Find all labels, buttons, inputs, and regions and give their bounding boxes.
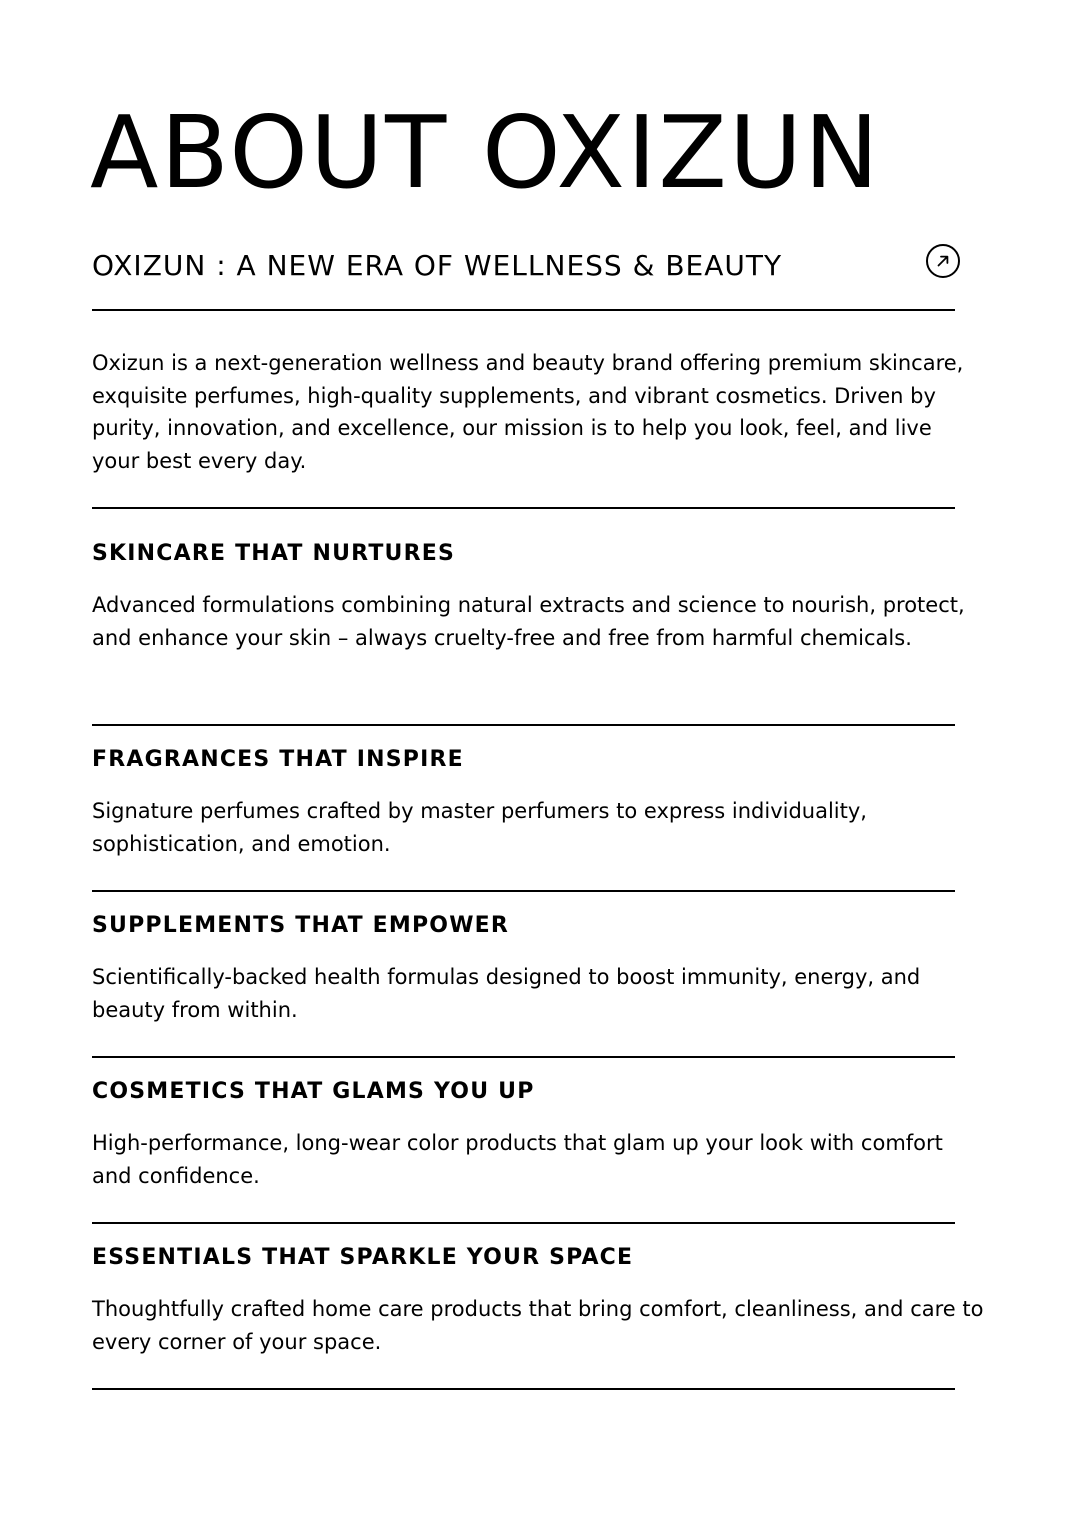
divider xyxy=(92,1056,955,1058)
divider xyxy=(92,309,955,311)
section-body-essentials: Thoughtfully crafted home care products that bring comfort, cleanliness, and care to every corner of your space. xyxy=(92,1297,984,1354)
arrow-up-right-icon xyxy=(935,253,951,269)
arrow-up-right-circle-icon[interactable] xyxy=(926,244,960,278)
divider xyxy=(92,507,955,509)
divider xyxy=(92,724,955,726)
section-heading-cosmetics: COSMETICS THAT GLAMS YOU UP xyxy=(92,1079,535,1104)
section-heading-skincare: SKINCARE THAT NURTURES xyxy=(92,541,456,566)
page-subtitle: OXIZUN : A NEW ERA OF WELLNESS & BEAUTY xyxy=(92,249,783,282)
section-body-fragrances: Signature perfumes crafted by master perfumers to express individuality, sophistication, and emotion. xyxy=(92,799,867,856)
section-body-supplements: Scientifically-backed health formulas designed to boost immunity, energy, and beauty from within. xyxy=(92,965,921,1022)
section-body-skincare: Advanced formulations combining natural extracts and science to nourish, protect, and enhance your skin – always cruelty-free and free from harmful chemicals. xyxy=(92,593,965,650)
page-title: ABOUT OXIZUN xyxy=(90,94,881,211)
divider xyxy=(92,1222,955,1224)
divider xyxy=(92,1388,955,1390)
section-heading-fragrances: FRAGRANCES THAT INSPIRE xyxy=(92,747,464,772)
section-body-cosmetics: High-performance, long-wear color products that glam up your look with comfort and confidence. xyxy=(92,1131,943,1188)
divider xyxy=(92,890,955,892)
section-heading-supplements: SUPPLEMENTS THAT EMPOWER xyxy=(92,913,510,938)
section-heading-essentials: ESSENTIALS THAT SPARKLE YOUR SPACE xyxy=(92,1245,634,1270)
intro-paragraph: Oxizun is a next-generation wellness and beauty brand offering premium skincare, exquisite perfumes, high-quality supplements, and vibrant cosmetics. Driven by purity, innovation, and excellence, our mission is to help you look, feel, and live your best every day. xyxy=(92,351,964,473)
